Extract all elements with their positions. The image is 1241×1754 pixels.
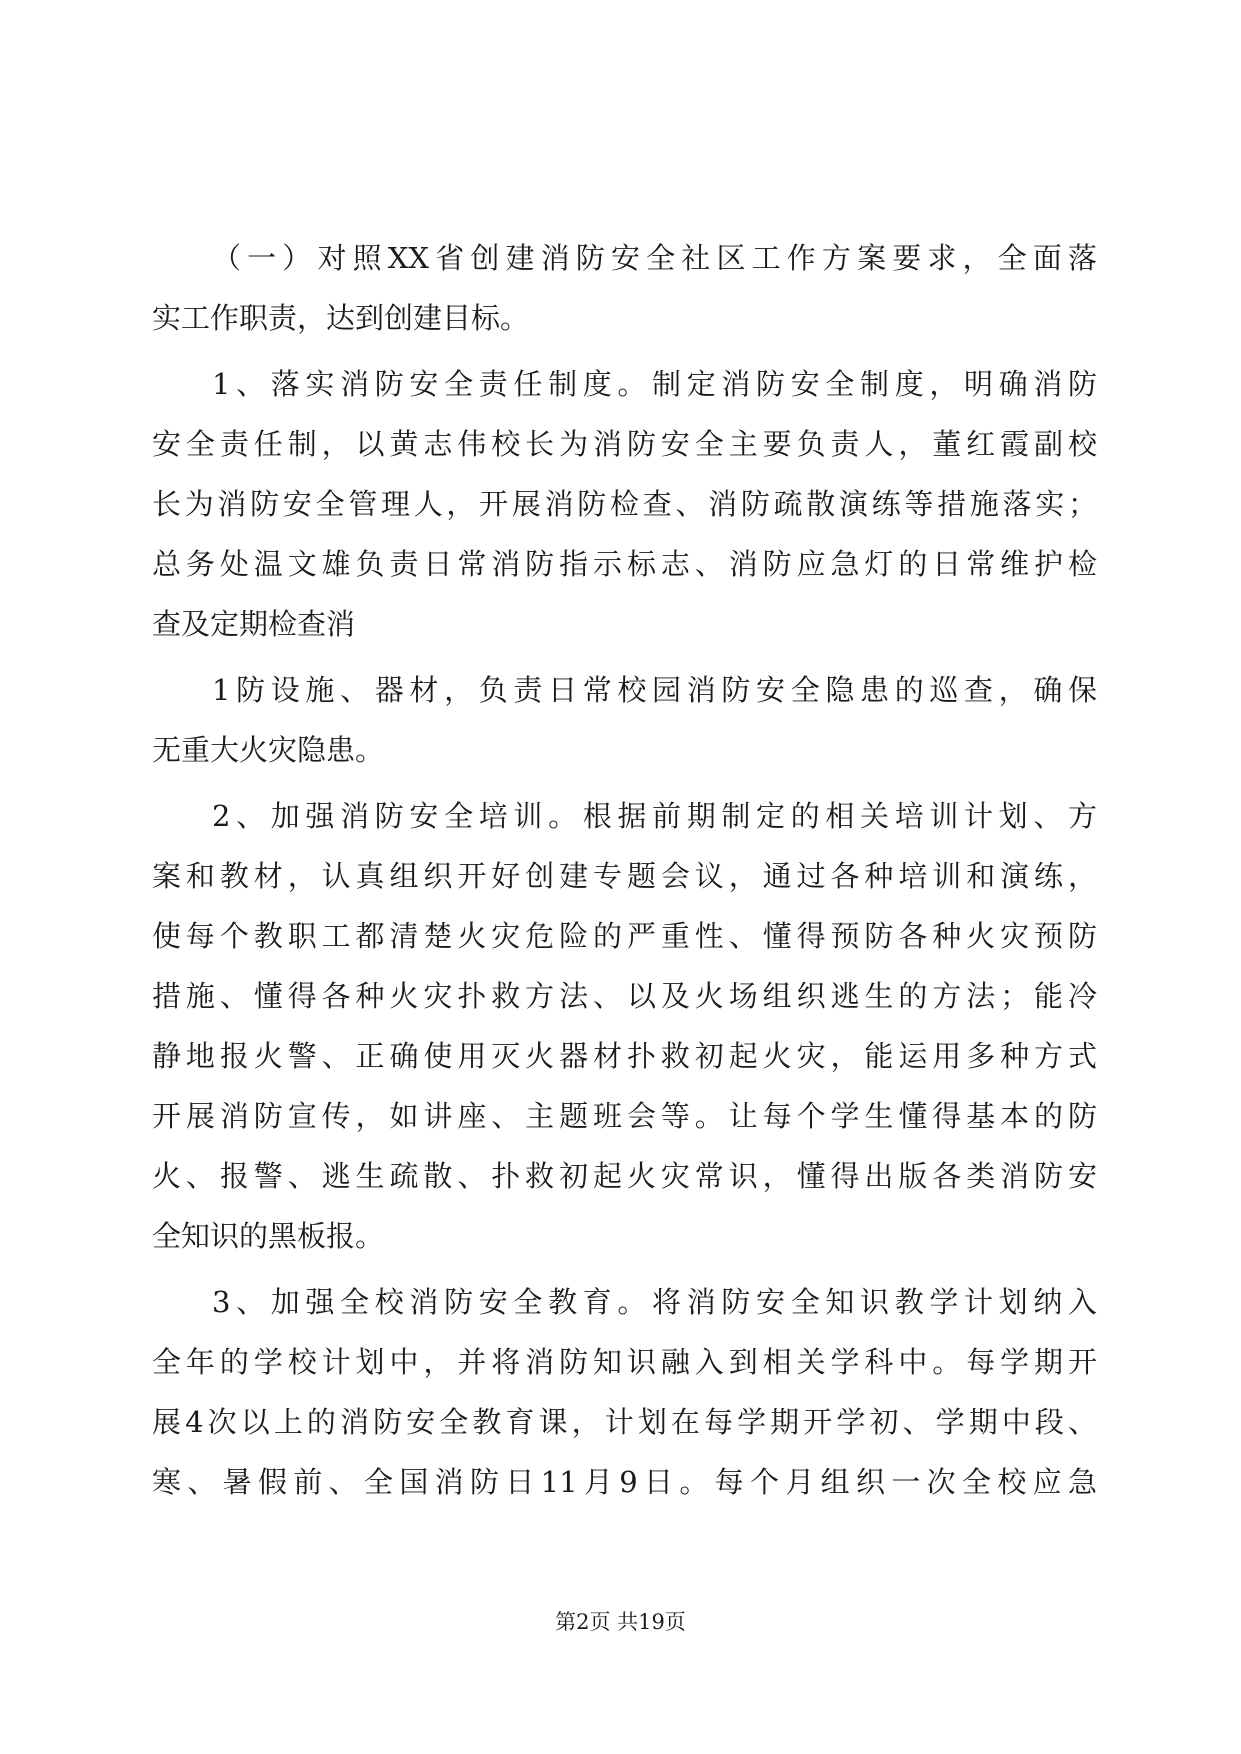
text-line: （一）对照XX省创建消防安全社区工作方案要求，全面落 bbox=[212, 241, 1097, 275]
text-line: 措施、懂得各种火灾扑救方法、以及火场组织逃生的方法；能冷 bbox=[152, 979, 1097, 1013]
text-line: 总务处温文雄负责日常消防指示标志、消防应急灯的日常维护检 bbox=[152, 547, 1097, 581]
text-line: 查及定期检查消 bbox=[152, 607, 356, 641]
text-line: 使每个教职工都清楚火灾危险的严重性、懂得预防各种火灾预防 bbox=[152, 919, 1097, 953]
text-line: 长为消防安全管理人，开展消防检查、消防疏散演练等措施落实； bbox=[152, 487, 1097, 521]
page-number-footer: 第2页 共19页 bbox=[555, 1610, 686, 1634]
text-line: 案和教材，认真组织开好创建专题会议，通过各种培训和演练， bbox=[152, 859, 1097, 893]
text-line: 安全责任制，以黄志伟校长为消防安全主要负责人，董红霞副校 bbox=[152, 427, 1097, 461]
document-body bbox=[152, 228, 1097, 1512]
text-line: 火、报警、逃生疏散、扑救初起火灾常识，懂得出版各类消防安 bbox=[152, 1159, 1097, 1193]
text-line: 1防设施、器材，负责日常校园消防安全隐患的巡查，确保 bbox=[212, 673, 1097, 707]
text-line: 无重大火灾隐患。 bbox=[152, 733, 385, 767]
text-line: 实工作职责，达到创建目标。 bbox=[152, 301, 530, 335]
text-line: 寒、暑假前、全国消防日11月9日。每个月组织一次全校应急 bbox=[152, 1465, 1097, 1499]
text-line: 全知识的黑板报。 bbox=[152, 1219, 385, 1253]
text-line: 展4次以上的消防安全教育课，计划在每学期开学初、学期中段、 bbox=[152, 1405, 1097, 1439]
text-line: 全年的学校计划中，并将消防知识融入到相关学科中。每学期开 bbox=[152, 1345, 1097, 1379]
text-line: 2、加强消防安全培训。根据前期制定的相关培训计划、方 bbox=[212, 799, 1097, 833]
text-line: 1、落实消防安全责任制度。制定消防安全制度，明确消防 bbox=[212, 367, 1097, 401]
text-line: 静地报火警、正确使用灭火器材扑救初起火灾，能运用多种方式 bbox=[152, 1039, 1097, 1073]
text-line: 3、加强全校消防安全教育。将消防安全知识教学计划纳入 bbox=[212, 1285, 1097, 1319]
text-line: 开展消防宣传，如讲座、主题班会等。让每个学生懂得基本的防 bbox=[152, 1099, 1097, 1133]
